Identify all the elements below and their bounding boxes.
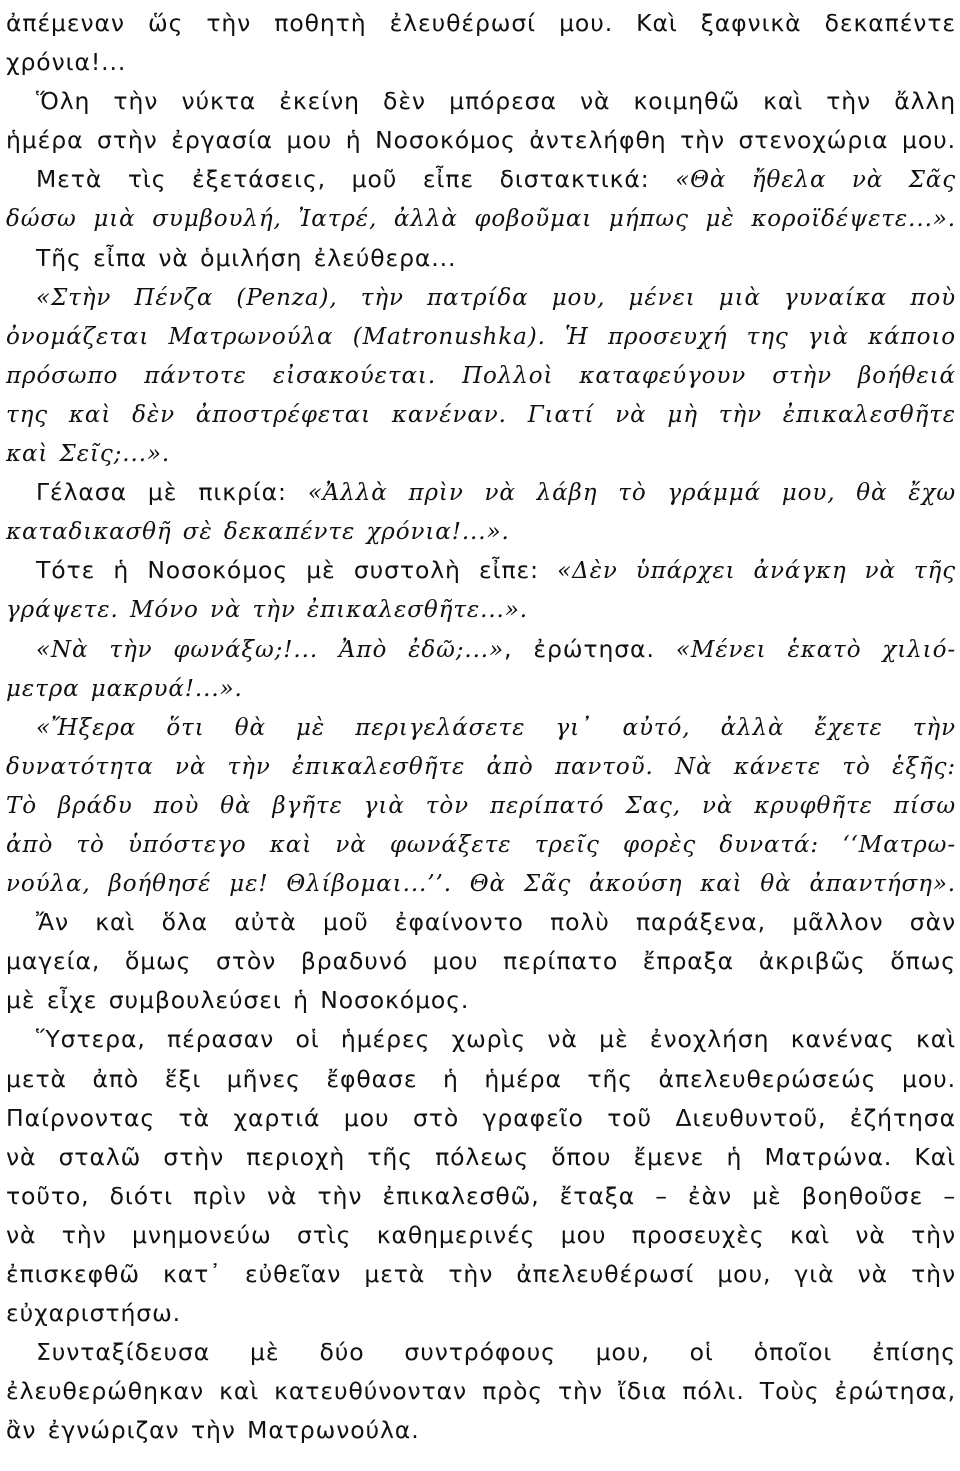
text-segment: μὲ εἶχε συμβουλεύσει ἡ Νοσοκόμος. xyxy=(6,986,470,1015)
italic-text-segment: «Στὴν Πένζα (Penza), τὴν πατρίδα μου, μένει μιὰ γυναίκα ποὺ xyxy=(36,284,956,311)
italic-text-segment: «Θὰ ἤθελα νὰ Σᾶς xyxy=(675,167,956,194)
text-segment: ἐπισκεφθῶ κατ᾽ εὐθεῖαν μετὰ τὴν ἀπελευθέρωσί μου, γιὰ νὰ τὴν xyxy=(6,1260,956,1288)
text-segment: ἂν ἐγνώριζαν τὴν Ματρωνούλα. xyxy=(6,1416,420,1445)
text-line xyxy=(6,1177,956,1216)
italic-text-segment: δώσω μιὰ συμβουλή, Ἰατρέ, ἀλλὰ φοβοῦμαι μήπως μὲ κοροϊδέψετε...». xyxy=(6,206,956,233)
italic-text-segment: γράψετε. Μόνο νὰ τὴν ἐπικαλεσθῆτε...». xyxy=(6,597,528,624)
italic-text-segment: πρόσωπο πάντοτε εἰσακούεται. Πολλοὶ καταφεύγουν στὴν βοήθειά xyxy=(6,362,956,389)
text-segment: , ἐρώτησα. xyxy=(504,634,676,663)
text-line xyxy=(6,239,956,278)
text-line xyxy=(6,512,956,551)
text-line xyxy=(6,4,956,43)
text-line xyxy=(6,708,956,747)
text-line xyxy=(6,278,956,317)
text-line xyxy=(6,981,956,1020)
text-line xyxy=(6,434,956,473)
text-line xyxy=(6,1060,956,1099)
text-line xyxy=(6,1020,956,1059)
text-segment: Μετὰ τὶς ἐξετάσεις, μοῦ εἶπε διστακτικά: xyxy=(36,165,676,194)
text-line xyxy=(6,1216,956,1255)
italic-text-segment: ἀπὸ τὸ ὑπόστεγο καὶ νὰ φωνάξετε τρεῖς φορὲς δυνατά: ‘‘Ματρω- xyxy=(6,831,956,858)
text-segment: ἀπέμεναν ὥς τὴν ποθητὴ ἐλευθέρωσί μου. Καὶ ξαφνικὰ δεκαπέντε xyxy=(6,9,956,37)
text-line xyxy=(6,630,956,669)
italic-text-segment: της καὶ δὲν ἀποστρέφεται κανέναν. Γιατί νὰ μὴ τὴν ἐπικαλεσθῆτε xyxy=(6,401,956,428)
text-segment: χρόνια!... xyxy=(6,48,127,77)
text-line xyxy=(6,317,956,356)
text-line xyxy=(6,551,956,590)
italic-text-segment: ὀνομάζεται Ματρωνούλα (Matronushka). Ἡ προσευχή της γιὰ κάποιο xyxy=(6,323,956,350)
text-segment: ἐλευθερώθηκαν καὶ κατευθύνονταν πρὸς τὴν ἴδια πόλι. Τοὺς ἐρώτησα, xyxy=(6,1377,956,1406)
text-segment: Γέλασα μὲ πικρία: xyxy=(36,478,308,507)
italic-text-segment: δυνατότητα νὰ τὴν ἐπικαλεσθῆτε ἀπὸ παντοῦ. Νὰ κάνετε τὸ ἑξῆς: xyxy=(6,753,956,780)
text-line xyxy=(6,1099,956,1138)
text-segment: νὰ τὴν μνημονεύω στὶς καθημερινές μου προσευχὲς καὶ νὰ τὴν xyxy=(6,1220,956,1249)
text-line xyxy=(6,747,956,786)
text-line xyxy=(6,1372,956,1411)
italic-text-segment: καὶ Σεῖς;...». xyxy=(6,441,171,468)
text-line xyxy=(6,669,956,708)
text-line xyxy=(6,82,956,121)
text-segment: μετὰ ἀπὸ ἕξι μῆνες ἔφθασε ἡ ἡμέρα τῆς ἀπελευθερώσεώς μου. xyxy=(6,1064,956,1093)
text-segment: Ἄν καὶ ὅλα αὐτὰ μοῦ ἐφαίνοντο πολὺ παράξενα, μᾶλλον σὰν xyxy=(36,908,956,937)
text-line xyxy=(6,121,956,160)
text-segment: Παίρνοντας τὰ χαρτιά μου στὸ γραφεῖο τοῦ Διευθυντοῦ, ἐζήτησα xyxy=(6,1103,956,1132)
text-line xyxy=(6,473,956,512)
text-line xyxy=(6,590,956,629)
text-segment: τοῦτο, διότι πρὶν νὰ τὴν ἐπικαλεσθῶ, ἔταξα – ἐὰν μὲ βοηθοῦσε – xyxy=(6,1181,956,1210)
italic-text-segment: «Νὰ τὴν φωνάξω;!... Ἀπὸ ἐδῶ;...» xyxy=(36,636,504,663)
text-line xyxy=(6,43,956,82)
text-segment: Τότε ἡ Νοσοκόμος μὲ συστολὴ εἶπε: xyxy=(36,556,558,585)
italic-text-segment: «Μένει ἑκατὸ χιλιό- xyxy=(675,636,956,663)
text-line xyxy=(6,1255,956,1294)
text-segment: Τῆς εἶπα νὰ ὁμιλήση ἐλεύθερα... xyxy=(36,243,457,272)
italic-text-segment: «Ἤξερα ὅτι θὰ μὲ περιγελάσετε γι᾽ αὐτό, ἀλλὰ ἔχετε τὴν xyxy=(36,714,956,741)
text-line xyxy=(6,786,956,825)
text-segment: Ὕστερα, πέρασαν οἱ ἡμέρες χωρὶς νὰ μὲ ἐνοχλήση κανένας καὶ xyxy=(36,1025,956,1054)
italic-text-segment: Τὸ βράδυ ποὺ θὰ βγῆτε γιὰ τὸν περίπατό Σας, νὰ κρυφθῆτε πίσω xyxy=(6,792,956,819)
text-line xyxy=(6,903,956,942)
italic-text-segment: νούλα, βοήθησέ με! Θλίβομαι...’’. Θὰ Σᾶς ἀκούση καὶ θὰ ἀπαντήση». xyxy=(6,871,956,898)
text-segment: Ὅλη τὴν νύκτα ἐκείνη δὲν μπόρεσα νὰ κοιμηθῶ καὶ τὴν ἄλλη xyxy=(36,87,956,116)
text-line xyxy=(6,356,956,395)
text-line xyxy=(6,160,956,199)
text-line xyxy=(6,1333,956,1372)
text-line xyxy=(6,199,956,238)
text-segment: Συνταξίδευσα μὲ δύο συντρόφους μου, οἱ ὁποῖοι ἐπίσης xyxy=(36,1338,956,1367)
text-line xyxy=(6,942,956,981)
text-line xyxy=(6,1294,956,1333)
text-line xyxy=(6,1411,956,1450)
text-segment: ἡμέρα στὴν ἐργασία μου ἡ Νοσοκόμος ἀντελήφθη τὴν στενοχώρια μου. xyxy=(6,126,956,155)
italic-text-segment: καταδικασθῆ σὲ δεκαπέντε χρόνια!...». xyxy=(6,519,510,546)
text-line xyxy=(6,825,956,864)
italic-text-segment: «Ἀλλὰ πρὶν νὰ λάβη τὸ γράμμά μου, θὰ ἔχω xyxy=(307,480,956,507)
text-body xyxy=(6,4,956,1450)
text-segment: μαγεία, ὅμως στὸν βραδυνό μου περίπατο ἔπραξα ἀκριβῶς ὅπως xyxy=(6,947,956,976)
text-line xyxy=(6,395,956,434)
text-line xyxy=(6,1138,956,1177)
text-segment: νὰ σταλῶ στὴν περιοχὴ τῆς πόλεως ὅπου ἔμενε ἡ Ματρώνα. Καὶ xyxy=(6,1142,956,1171)
italic-text-segment: μετρα μακρυά!...». xyxy=(6,675,243,702)
text-line xyxy=(6,864,956,903)
italic-text-segment: «Δὲν ὑπάρχει ἀνάγκη νὰ τῆς xyxy=(557,558,957,585)
text-segment: εὐχαριστήσω. xyxy=(6,1299,182,1328)
